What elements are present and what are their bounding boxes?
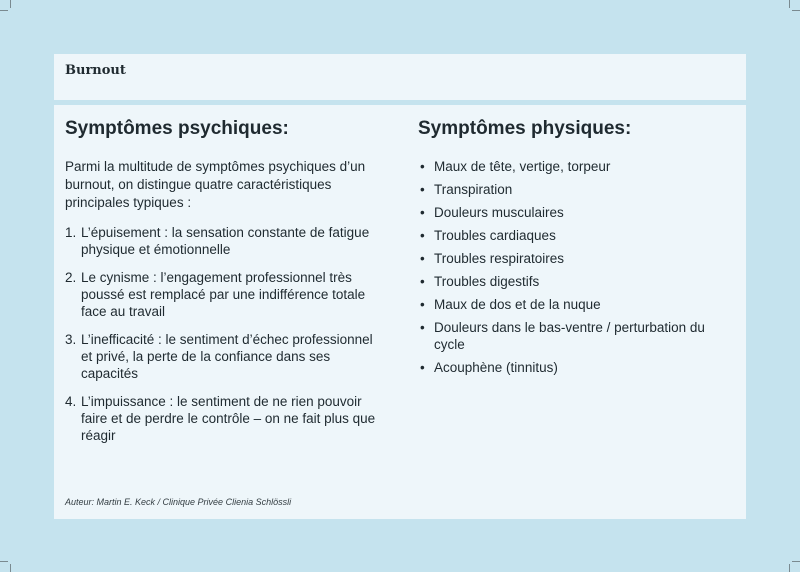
crop-mark (0, 10, 8, 11)
list-item (65, 224, 385, 258)
item-text: Troubles respiratoires (434, 251, 565, 266)
list-item (65, 269, 385, 320)
item-text: Transpiration (434, 182, 513, 197)
psychic-intro-text: Parmi la multitude de symptômes psychiques d’un burnout, on distingue quatre caractéristiques principales typiques : (65, 159, 366, 210)
page-title: Burnout (65, 63, 126, 78)
list-item (418, 227, 728, 244)
item-number: 1. (65, 225, 77, 240)
item-text: L’épuisement : la sensation constante de fatigue physique et émotionnelle (81, 225, 370, 257)
physical-symptoms-column (418, 117, 728, 382)
crop-mark (10, 0, 11, 8)
crop-mark (0, 561, 8, 562)
bullet-icon: • (420, 297, 425, 312)
psychic-symptoms-list (65, 224, 385, 444)
bullet-icon: • (420, 205, 425, 220)
author-credit: Auteur: Martin E. Keck / Clinique Privée Clienia Schlössli (65, 497, 292, 507)
content-card (54, 105, 746, 519)
crop-mark (789, 0, 790, 8)
item-text: Troubles cardiaques (434, 228, 556, 243)
item-number: 3. (65, 332, 77, 347)
crop-mark (789, 564, 790, 572)
item-text: L’inefficacité : le sentiment d’échec professionnel et privé, la perte de la confiance dans ses capacités (81, 332, 373, 381)
list-item (418, 359, 728, 376)
item-text: Maux de dos et de la nuque (434, 297, 601, 312)
bullet-icon: • (420, 159, 425, 174)
item-text: Acouphène (tinnitus) (434, 360, 558, 375)
bullet-icon: • (420, 251, 425, 266)
psychic-symptoms-heading: Symptômes psychiques: (65, 118, 289, 139)
item-text: Douleurs musculaires (434, 205, 564, 220)
crop-mark (792, 10, 800, 11)
item-text: Maux de tête, vertige, torpeur (434, 159, 611, 174)
list-item (418, 273, 728, 290)
item-text: Douleurs dans le bas-ventre / perturbation du cycle (434, 320, 705, 352)
list-item (418, 319, 728, 353)
item-text: L’impuissance : le sentiment de ne rien pouvoir faire et de perdre le contrôle – on ne fait plus que réagir (81, 394, 376, 443)
list-item (65, 331, 385, 382)
psychic-symptoms-column (65, 117, 385, 455)
bullet-icon: • (420, 182, 425, 197)
bullet-icon: • (420, 320, 425, 335)
list-item (418, 204, 728, 221)
list-item (418, 181, 728, 198)
item-number: 2. (65, 270, 77, 285)
list-item (418, 158, 728, 175)
item-text: Troubles digestifs (434, 274, 540, 289)
list-item (65, 393, 385, 444)
crop-mark (792, 561, 800, 562)
list-item (418, 250, 728, 267)
bullet-icon: • (420, 228, 425, 243)
header-band (54, 54, 746, 100)
physical-symptoms-list (418, 158, 728, 376)
list-item (418, 296, 728, 313)
item-text: Le cynisme : l’engagement professionnel très poussé est remplacé par une indifférence totale face au travail (81, 270, 366, 319)
crop-mark (10, 564, 11, 572)
physical-symptoms-heading: Symptômes physiques: (418, 118, 632, 139)
bullet-icon: • (420, 360, 425, 375)
bullet-icon: • (420, 274, 425, 289)
item-number: 4. (65, 394, 77, 409)
